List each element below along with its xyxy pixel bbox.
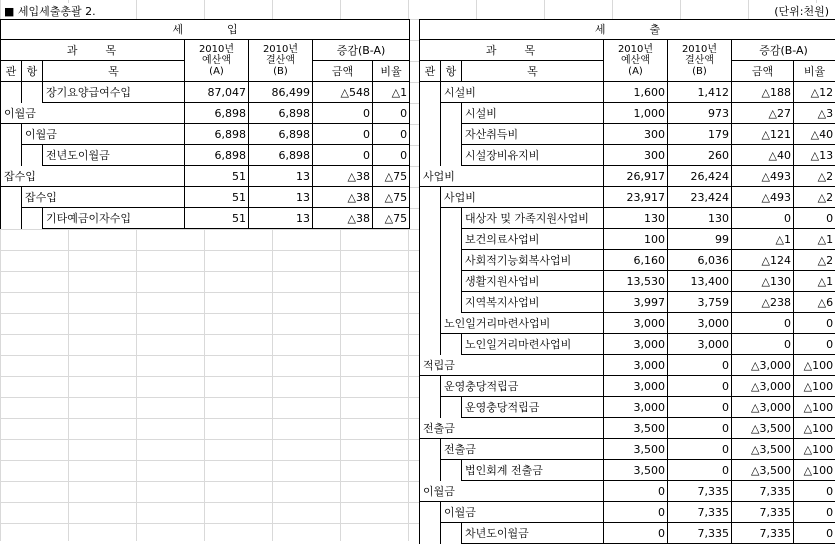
budget-header: 2010년 예산액 (A)	[185, 40, 249, 82]
subject-header: 과 목	[1, 40, 185, 61]
table-row	[1, 82, 410, 103]
row-ratio: △1	[794, 229, 835, 250]
row-actual: 0	[668, 460, 732, 481]
change-header: 증감(B-A)	[732, 40, 835, 61]
row-budget: 300	[604, 145, 668, 166]
row-amount: 0	[732, 313, 794, 334]
row-subject: 노인일거리마련사업비	[462, 334, 604, 355]
indent-cell	[420, 103, 441, 124]
row-amount: △124	[732, 250, 794, 271]
row-ratio: △2	[794, 250, 835, 271]
row-budget: 23,917	[604, 187, 668, 208]
row-budget: 3,000	[604, 334, 668, 355]
indent-cell	[420, 397, 441, 418]
table-row	[420, 523, 835, 544]
row-ratio: △2	[794, 187, 835, 208]
row-subject: 잡수입	[1, 166, 185, 187]
row-budget: 3,000	[604, 355, 668, 376]
table-row	[420, 271, 835, 292]
mok-header: 목	[462, 61, 604, 82]
row-subject: 사업비	[420, 166, 604, 187]
table-row	[420, 229, 835, 250]
row-actual: 13	[249, 208, 313, 229]
table-row	[420, 376, 835, 397]
gwan-header: 관	[420, 61, 441, 82]
row-budget: 3,997	[604, 292, 668, 313]
indent-cell	[420, 229, 441, 250]
row-budget: 26,917	[604, 166, 668, 187]
indent-cell	[420, 250, 441, 271]
table-row	[420, 439, 835, 460]
indent-cell	[420, 145, 441, 166]
row-actual: 0	[668, 418, 732, 439]
row-subject: 사회적기능회복사업비	[462, 250, 604, 271]
row-budget: 6,160	[604, 250, 668, 271]
row-ratio: △6	[794, 292, 835, 313]
row-subject: 이월금	[22, 124, 185, 145]
row-budget: 3,000	[604, 376, 668, 397]
row-actual: 179	[668, 124, 732, 145]
row-subject: 시설비	[462, 103, 604, 124]
row-ratio: 0	[794, 334, 835, 355]
row-amount: 0	[313, 145, 373, 166]
row-subject: 대상자 및 가족지원사업비	[462, 208, 604, 229]
change-header: 증감(B-A)	[313, 40, 410, 61]
row-budget: 130	[604, 208, 668, 229]
indent-cell	[420, 523, 441, 544]
table-row	[1, 124, 410, 145]
row-amount: 7,335	[732, 481, 794, 502]
table-row	[420, 82, 835, 103]
amount-header: 금액	[313, 61, 373, 82]
row-subject: 자산취득비	[462, 124, 604, 145]
row-subject: 운영충당적립금	[441, 376, 604, 397]
revenue-section-title: 세 입	[1, 20, 410, 40]
row-actual: 0	[668, 439, 732, 460]
indent-cell	[22, 145, 43, 166]
indent-cell	[441, 397, 462, 418]
row-actual: 1,412	[668, 82, 732, 103]
hang-header: 항	[22, 61, 43, 82]
indent-cell	[420, 313, 441, 334]
indent-cell	[441, 271, 462, 292]
table-row	[1, 187, 410, 208]
indent-cell	[441, 292, 462, 313]
row-actual: 6,898	[249, 145, 313, 166]
row-actual: 7,335	[668, 523, 732, 544]
gwan-header: 관	[1, 61, 22, 82]
row-budget: 0	[604, 502, 668, 523]
table-row	[1, 166, 410, 187]
table-row	[420, 313, 835, 334]
revenue-table	[0, 19, 410, 229]
row-amount: △3,000	[732, 397, 794, 418]
indent-cell	[22, 82, 43, 103]
indent-cell	[441, 460, 462, 481]
expenditure-section-title: 세 출	[420, 20, 835, 40]
indent-cell	[420, 376, 441, 397]
indent-cell	[441, 334, 462, 355]
row-ratio: 0	[373, 103, 410, 124]
table-row	[420, 166, 835, 187]
row-ratio: △1	[794, 271, 835, 292]
row-budget: 100	[604, 229, 668, 250]
indent-cell	[420, 292, 441, 313]
indent-cell	[420, 439, 441, 460]
row-ratio: 0	[794, 481, 835, 502]
table-row	[420, 481, 835, 502]
row-amount: △3,500	[732, 439, 794, 460]
row-actual: 99	[668, 229, 732, 250]
row-actual: 6,898	[249, 103, 313, 124]
row-subject: 이월금	[420, 481, 604, 502]
row-amount: △3,500	[732, 460, 794, 481]
row-ratio: △40	[794, 124, 835, 145]
table-row	[420, 292, 835, 313]
row-amount: △3,000	[732, 376, 794, 397]
row-ratio: △13	[794, 145, 835, 166]
indent-cell	[1, 208, 22, 229]
row-ratio: △75	[373, 187, 410, 208]
row-actual: 973	[668, 103, 732, 124]
indent-cell	[420, 124, 441, 145]
row-amount: △493	[732, 166, 794, 187]
row-subject: 보건의료사업비	[462, 229, 604, 250]
row-amount: △3,000	[732, 355, 794, 376]
row-actual: 86,499	[249, 82, 313, 103]
row-ratio: △3	[794, 103, 835, 124]
table-row	[420, 355, 835, 376]
row-budget: 51	[185, 166, 249, 187]
table-row	[420, 187, 835, 208]
indent-cell	[441, 523, 462, 544]
row-ratio: △100	[794, 439, 835, 460]
table-row	[420, 460, 835, 481]
row-subject: 전출금	[441, 439, 604, 460]
row-amount: 0	[732, 208, 794, 229]
row-budget: 300	[604, 124, 668, 145]
row-amount: △130	[732, 271, 794, 292]
indent-cell	[420, 187, 441, 208]
expenditure-rows	[420, 82, 835, 544]
revenue-rows	[1, 82, 410, 229]
row-amount: △121	[732, 124, 794, 145]
row-amount: △238	[732, 292, 794, 313]
indent-cell	[420, 334, 441, 355]
row-amount: △188	[732, 82, 794, 103]
row-subject: 시설비	[441, 82, 604, 103]
row-subject: 운영충당적립금	[462, 397, 604, 418]
row-budget: 1,600	[604, 82, 668, 103]
row-ratio: △100	[794, 418, 835, 439]
expenditure-table	[419, 19, 835, 544]
row-budget: 6,898	[185, 124, 249, 145]
row-ratio: △100	[794, 460, 835, 481]
row-amount: △38	[313, 208, 373, 229]
row-ratio: △2	[794, 166, 835, 187]
row-actual: 3,000	[668, 334, 732, 355]
indent-cell	[1, 145, 22, 166]
row-actual: 6,036	[668, 250, 732, 271]
row-actual: 13	[249, 166, 313, 187]
row-amount: △38	[313, 166, 373, 187]
table-row	[420, 208, 835, 229]
row-actual: 130	[668, 208, 732, 229]
row-amount: △27	[732, 103, 794, 124]
row-budget: 1,000	[604, 103, 668, 124]
row-subject: 전출금	[420, 418, 604, 439]
row-amount: △38	[313, 187, 373, 208]
row-budget: 3,500	[604, 439, 668, 460]
row-amount: 0	[313, 103, 373, 124]
subject-header: 과 목	[420, 40, 604, 61]
mok-header: 목	[43, 61, 185, 82]
indent-cell	[441, 208, 462, 229]
row-subject: 이월금	[1, 103, 185, 124]
table-row	[420, 502, 835, 523]
row-ratio: △1	[373, 82, 410, 103]
row-ratio: 0	[794, 523, 835, 544]
row-subject: 노인일거리마련사업비	[441, 313, 604, 334]
table-row	[1, 103, 410, 124]
row-ratio: △12	[794, 82, 835, 103]
table-row	[420, 103, 835, 124]
row-actual: 6,898	[249, 124, 313, 145]
row-budget: 13,530	[604, 271, 668, 292]
row-amount: △1	[732, 229, 794, 250]
row-subject: 전년도이월금	[43, 145, 185, 166]
indent-cell	[420, 208, 441, 229]
row-subject: 법인회계 전출금	[462, 460, 604, 481]
row-actual: 3,000	[668, 313, 732, 334]
row-budget: 87,047	[185, 82, 249, 103]
indent-cell	[420, 271, 441, 292]
budget-header: 2010년 예산액 (A)	[604, 40, 668, 82]
row-ratio: 0	[794, 208, 835, 229]
row-budget: 3,000	[604, 313, 668, 334]
row-ratio: 0	[373, 145, 410, 166]
row-amount: 7,335	[732, 523, 794, 544]
table-row	[1, 208, 410, 229]
row-budget: 6,898	[185, 145, 249, 166]
row-ratio: △100	[794, 397, 835, 418]
indent-cell	[420, 502, 441, 523]
ratio-header: 비율	[373, 61, 410, 82]
row-ratio: 0	[794, 313, 835, 334]
row-actual: 0	[668, 376, 732, 397]
row-budget: 0	[604, 523, 668, 544]
row-subject: 기타예금이자수입	[43, 208, 185, 229]
row-budget: 3,500	[604, 418, 668, 439]
row-subject: 적립금	[420, 355, 604, 376]
table-row	[420, 124, 835, 145]
indent-cell	[441, 145, 462, 166]
row-ratio: 0	[373, 124, 410, 145]
row-actual: 13	[249, 187, 313, 208]
indent-cell	[1, 187, 22, 208]
table-row	[420, 145, 835, 166]
row-subject: 잡수입	[22, 187, 185, 208]
actual-header: 2010년 결산액 (B)	[249, 40, 313, 82]
row-amount: 0	[313, 124, 373, 145]
row-budget: 51	[185, 187, 249, 208]
row-budget: 3,500	[604, 460, 668, 481]
row-budget: 51	[185, 208, 249, 229]
unit-label: (단위:천원)	[770, 3, 829, 19]
row-actual: 26,424	[668, 166, 732, 187]
row-actual: 260	[668, 145, 732, 166]
table-row	[420, 397, 835, 418]
row-amount: 0	[732, 334, 794, 355]
row-subject: 지역복지사업비	[462, 292, 604, 313]
row-subject: 시설장비유지비	[462, 145, 604, 166]
indent-cell	[441, 250, 462, 271]
indent-cell	[420, 82, 441, 103]
row-amount: △548	[313, 82, 373, 103]
table-row	[420, 250, 835, 271]
row-subject: 차년도이월금	[462, 523, 604, 544]
indent-cell	[420, 460, 441, 481]
indent-cell	[441, 229, 462, 250]
row-actual: 7,335	[668, 502, 732, 523]
amount-header: 금액	[732, 61, 794, 82]
row-amount: 7,335	[732, 502, 794, 523]
table-row	[420, 418, 835, 439]
row-budget: 6,898	[185, 103, 249, 124]
row-actual: 7,335	[668, 481, 732, 502]
row-ratio: △100	[794, 376, 835, 397]
row-subject: 사업비	[441, 187, 604, 208]
row-actual: 3,759	[668, 292, 732, 313]
actual-header: 2010년 결산액 (B)	[668, 40, 732, 82]
row-ratio: 0	[794, 502, 835, 523]
row-amount: △3,500	[732, 418, 794, 439]
indent-cell	[22, 208, 43, 229]
indent-cell	[1, 82, 22, 103]
row-actual: 0	[668, 397, 732, 418]
row-subject: 생활지원사업비	[462, 271, 604, 292]
document-title: ■ 세입세출총괄 2.	[4, 3, 100, 19]
indent-cell	[441, 124, 462, 145]
row-budget: 3,000	[604, 397, 668, 418]
row-amount: △40	[732, 145, 794, 166]
row-actual: 23,424	[668, 187, 732, 208]
row-actual: 13,400	[668, 271, 732, 292]
table-row	[420, 334, 835, 355]
hang-header: 항	[441, 61, 462, 82]
row-amount: △493	[732, 187, 794, 208]
indent-cell	[1, 124, 22, 145]
table-row	[1, 145, 410, 166]
row-budget: 0	[604, 481, 668, 502]
row-ratio: △75	[373, 166, 410, 187]
row-ratio: △100	[794, 355, 835, 376]
indent-cell	[441, 103, 462, 124]
row-subject: 장기요양급여수입	[43, 82, 185, 103]
row-actual: 0	[668, 355, 732, 376]
row-ratio: △75	[373, 208, 410, 229]
ratio-header: 비율	[794, 61, 835, 82]
row-subject: 이월금	[441, 502, 604, 523]
